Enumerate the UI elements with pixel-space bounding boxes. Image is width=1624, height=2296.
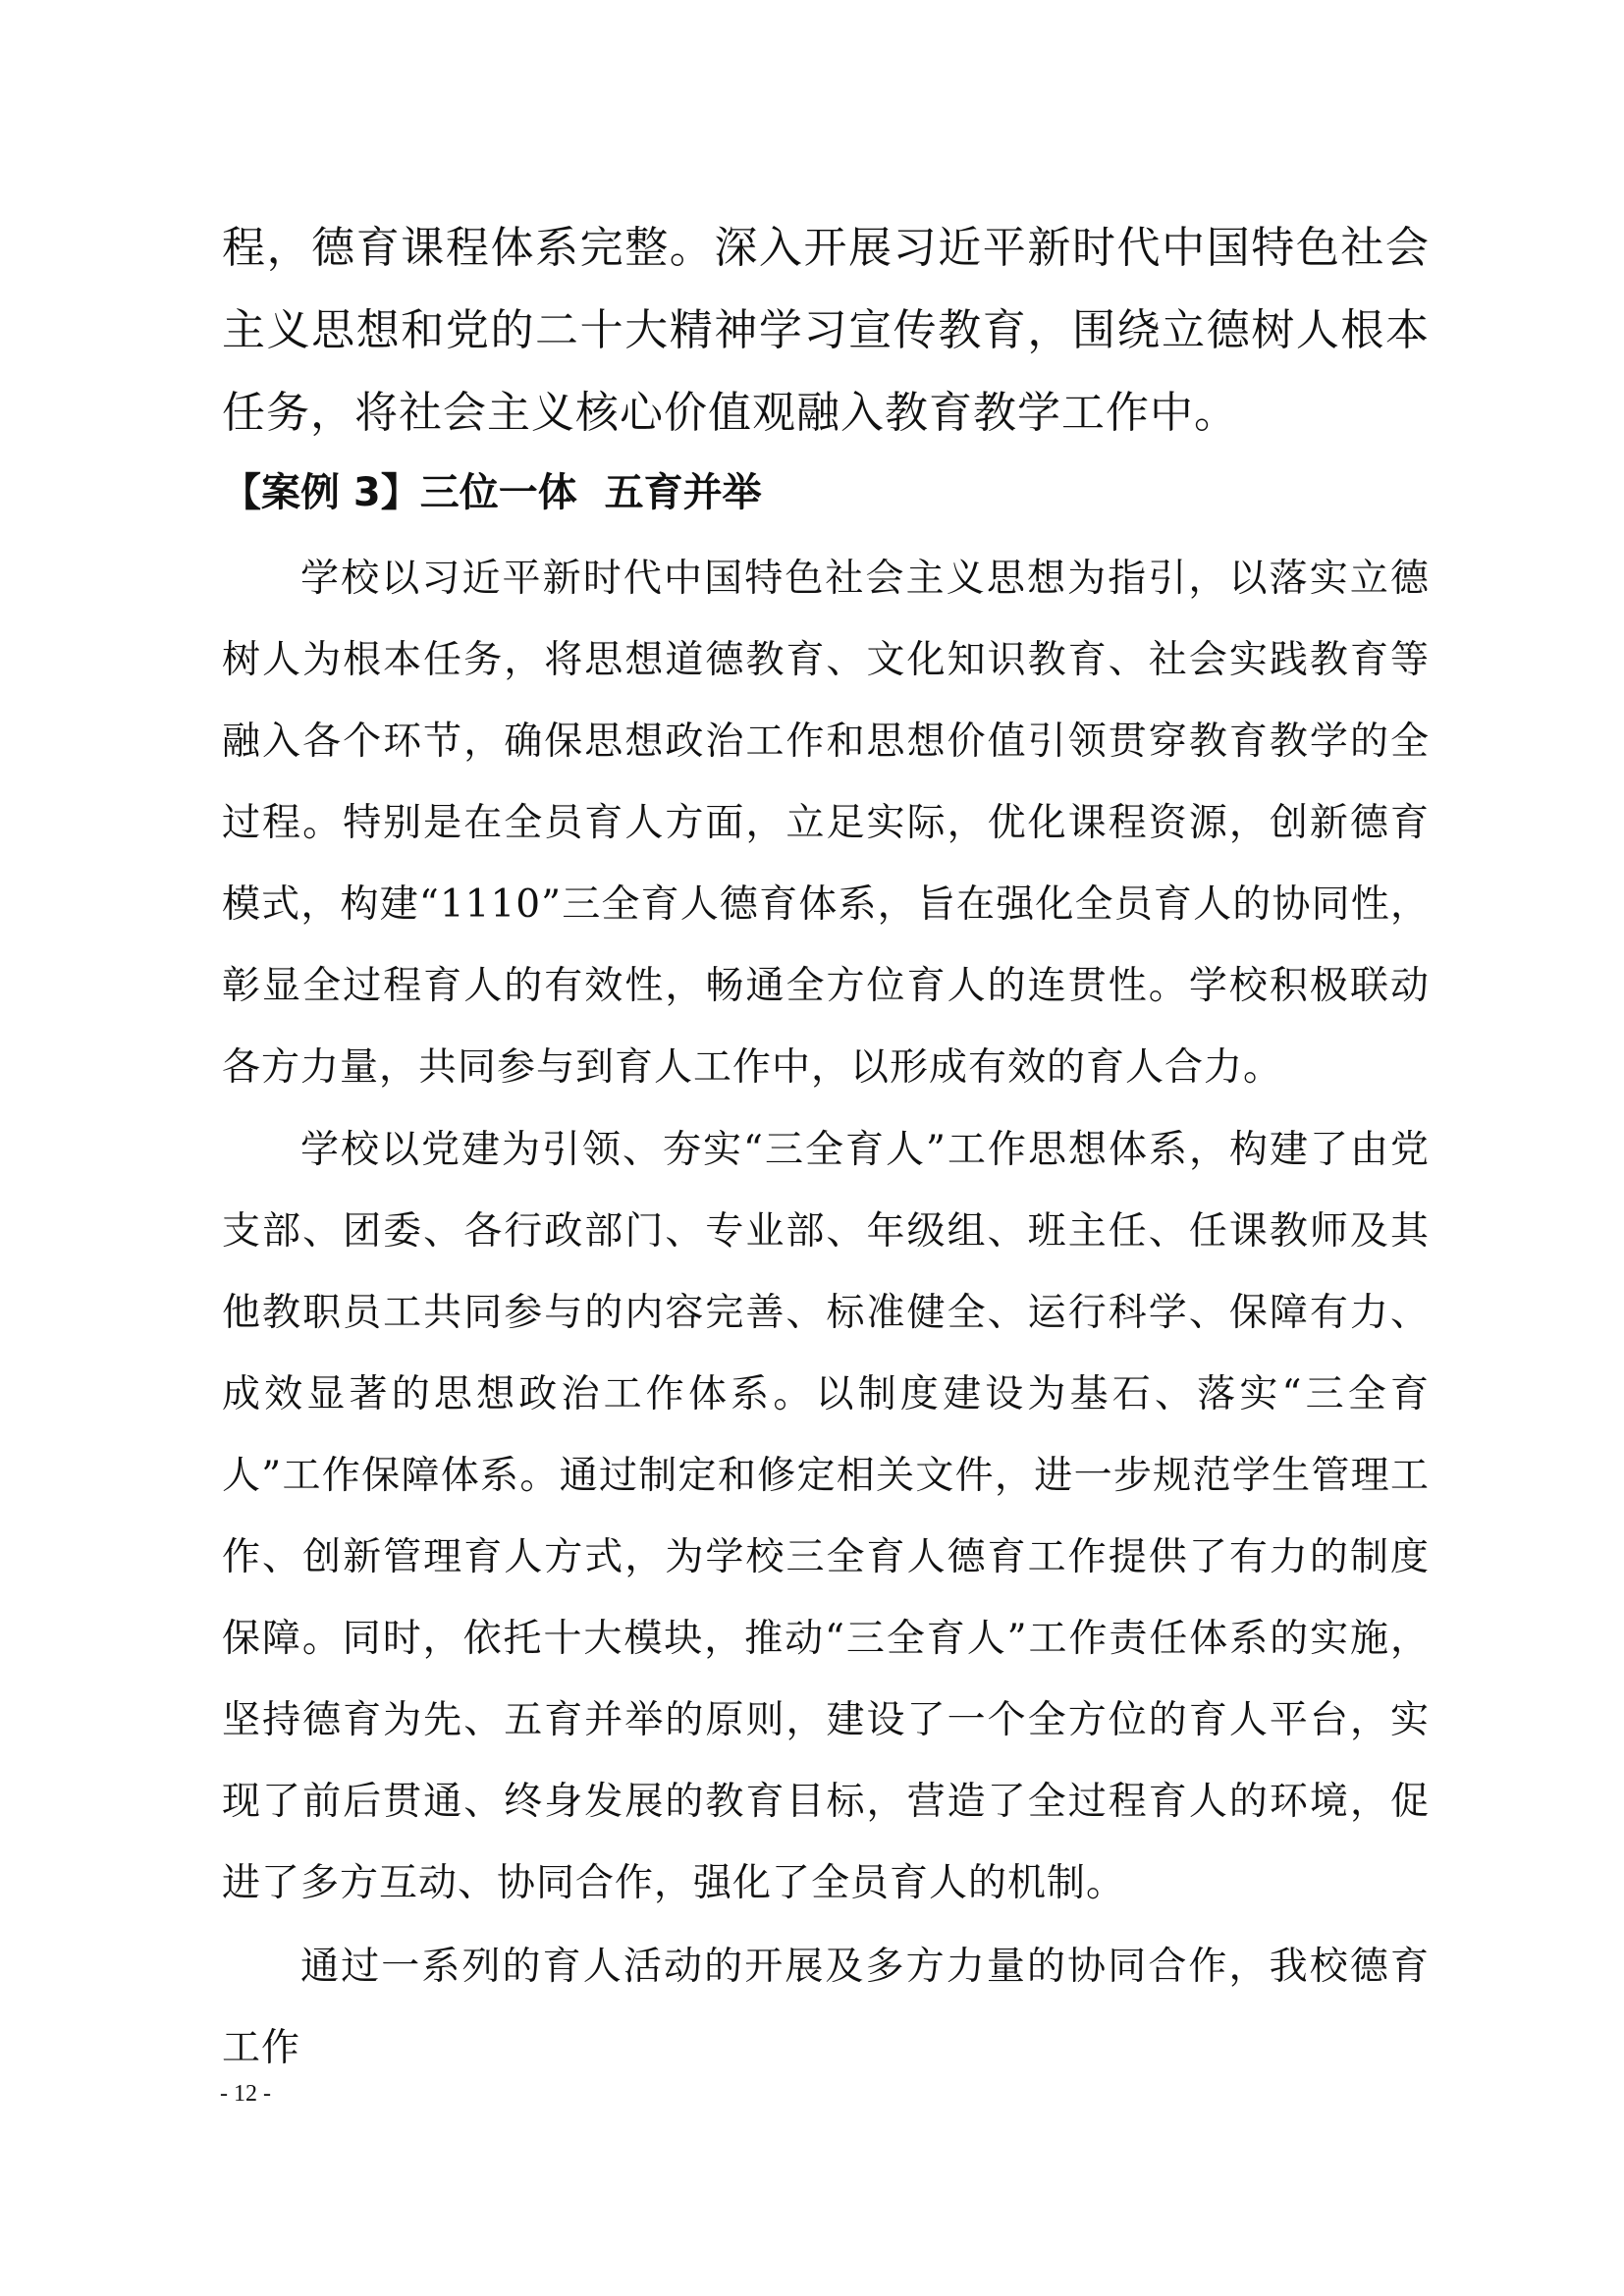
paragraph-1: 学校以习近平新时代中国特色社会主义思想为指引，以落实立德树人为根本任务，将思想道德教育、文化知识教育、社会实践教育等融入各个环节，确保思想政治工作和思想价值引领贯穿教育教学的全过程。特别是在全员育人方面，立足实际，优化课程资源，创新德育模式，构建“1110”三全育人德育体系，旨在强化全员育人的协同性，彰显全过程育人的有效性，畅通全方位育人的连贯性。学校积极联动各方力量，共同参与到育人工作中，以形成有效的育人合力。 (222, 557, 1430, 1090)
intro-paragraph: 程，德育课程体系完整。深入开展习近平新时代中国特色社会主义思想和党的二十大精神学习宣传教育，围绕立德树人根本任务，将社会主义核心价值观融入教育教学工作中。 (222, 223, 1430, 438)
case-heading: 【案例 3】三位一体 五育并举 (222, 470, 762, 515)
paragraph-3: 通过一系列的育人活动的开展及多方力量的协同合作，我校德育工作 (222, 1945, 1430, 2070)
paragraph-2: 学校以党建为引领、夯实“三全育人”工作思想体系，构建了由党支部、团委、各行政部门、专业部、年级组、班主任、任课教师及其他教职员工共同参与的内容完善、标准健全、运行科学、保障有力、成效显著的思想政治工作体系。以制度建设为基石、落实“三全育人”工作保障体系。通过制定和修定相关文件，进一步规范学生管理工作、创新管理育人方式，为学校三全育人德育工作提供了有力的制度保障。同时，依托十大模块，推动“三全育人”工作责任体系的实施，坚持德育为先、五育并举的原则，建设了一个全方位的育人平台，实现了前后贯通、终身发展的教育目标，营造了全过程育人的环境，促进了多方互动、协同合作，强化了全员育人的机制。 (222, 1128, 1430, 1905)
page-number: - 12 - (220, 2081, 271, 2107)
